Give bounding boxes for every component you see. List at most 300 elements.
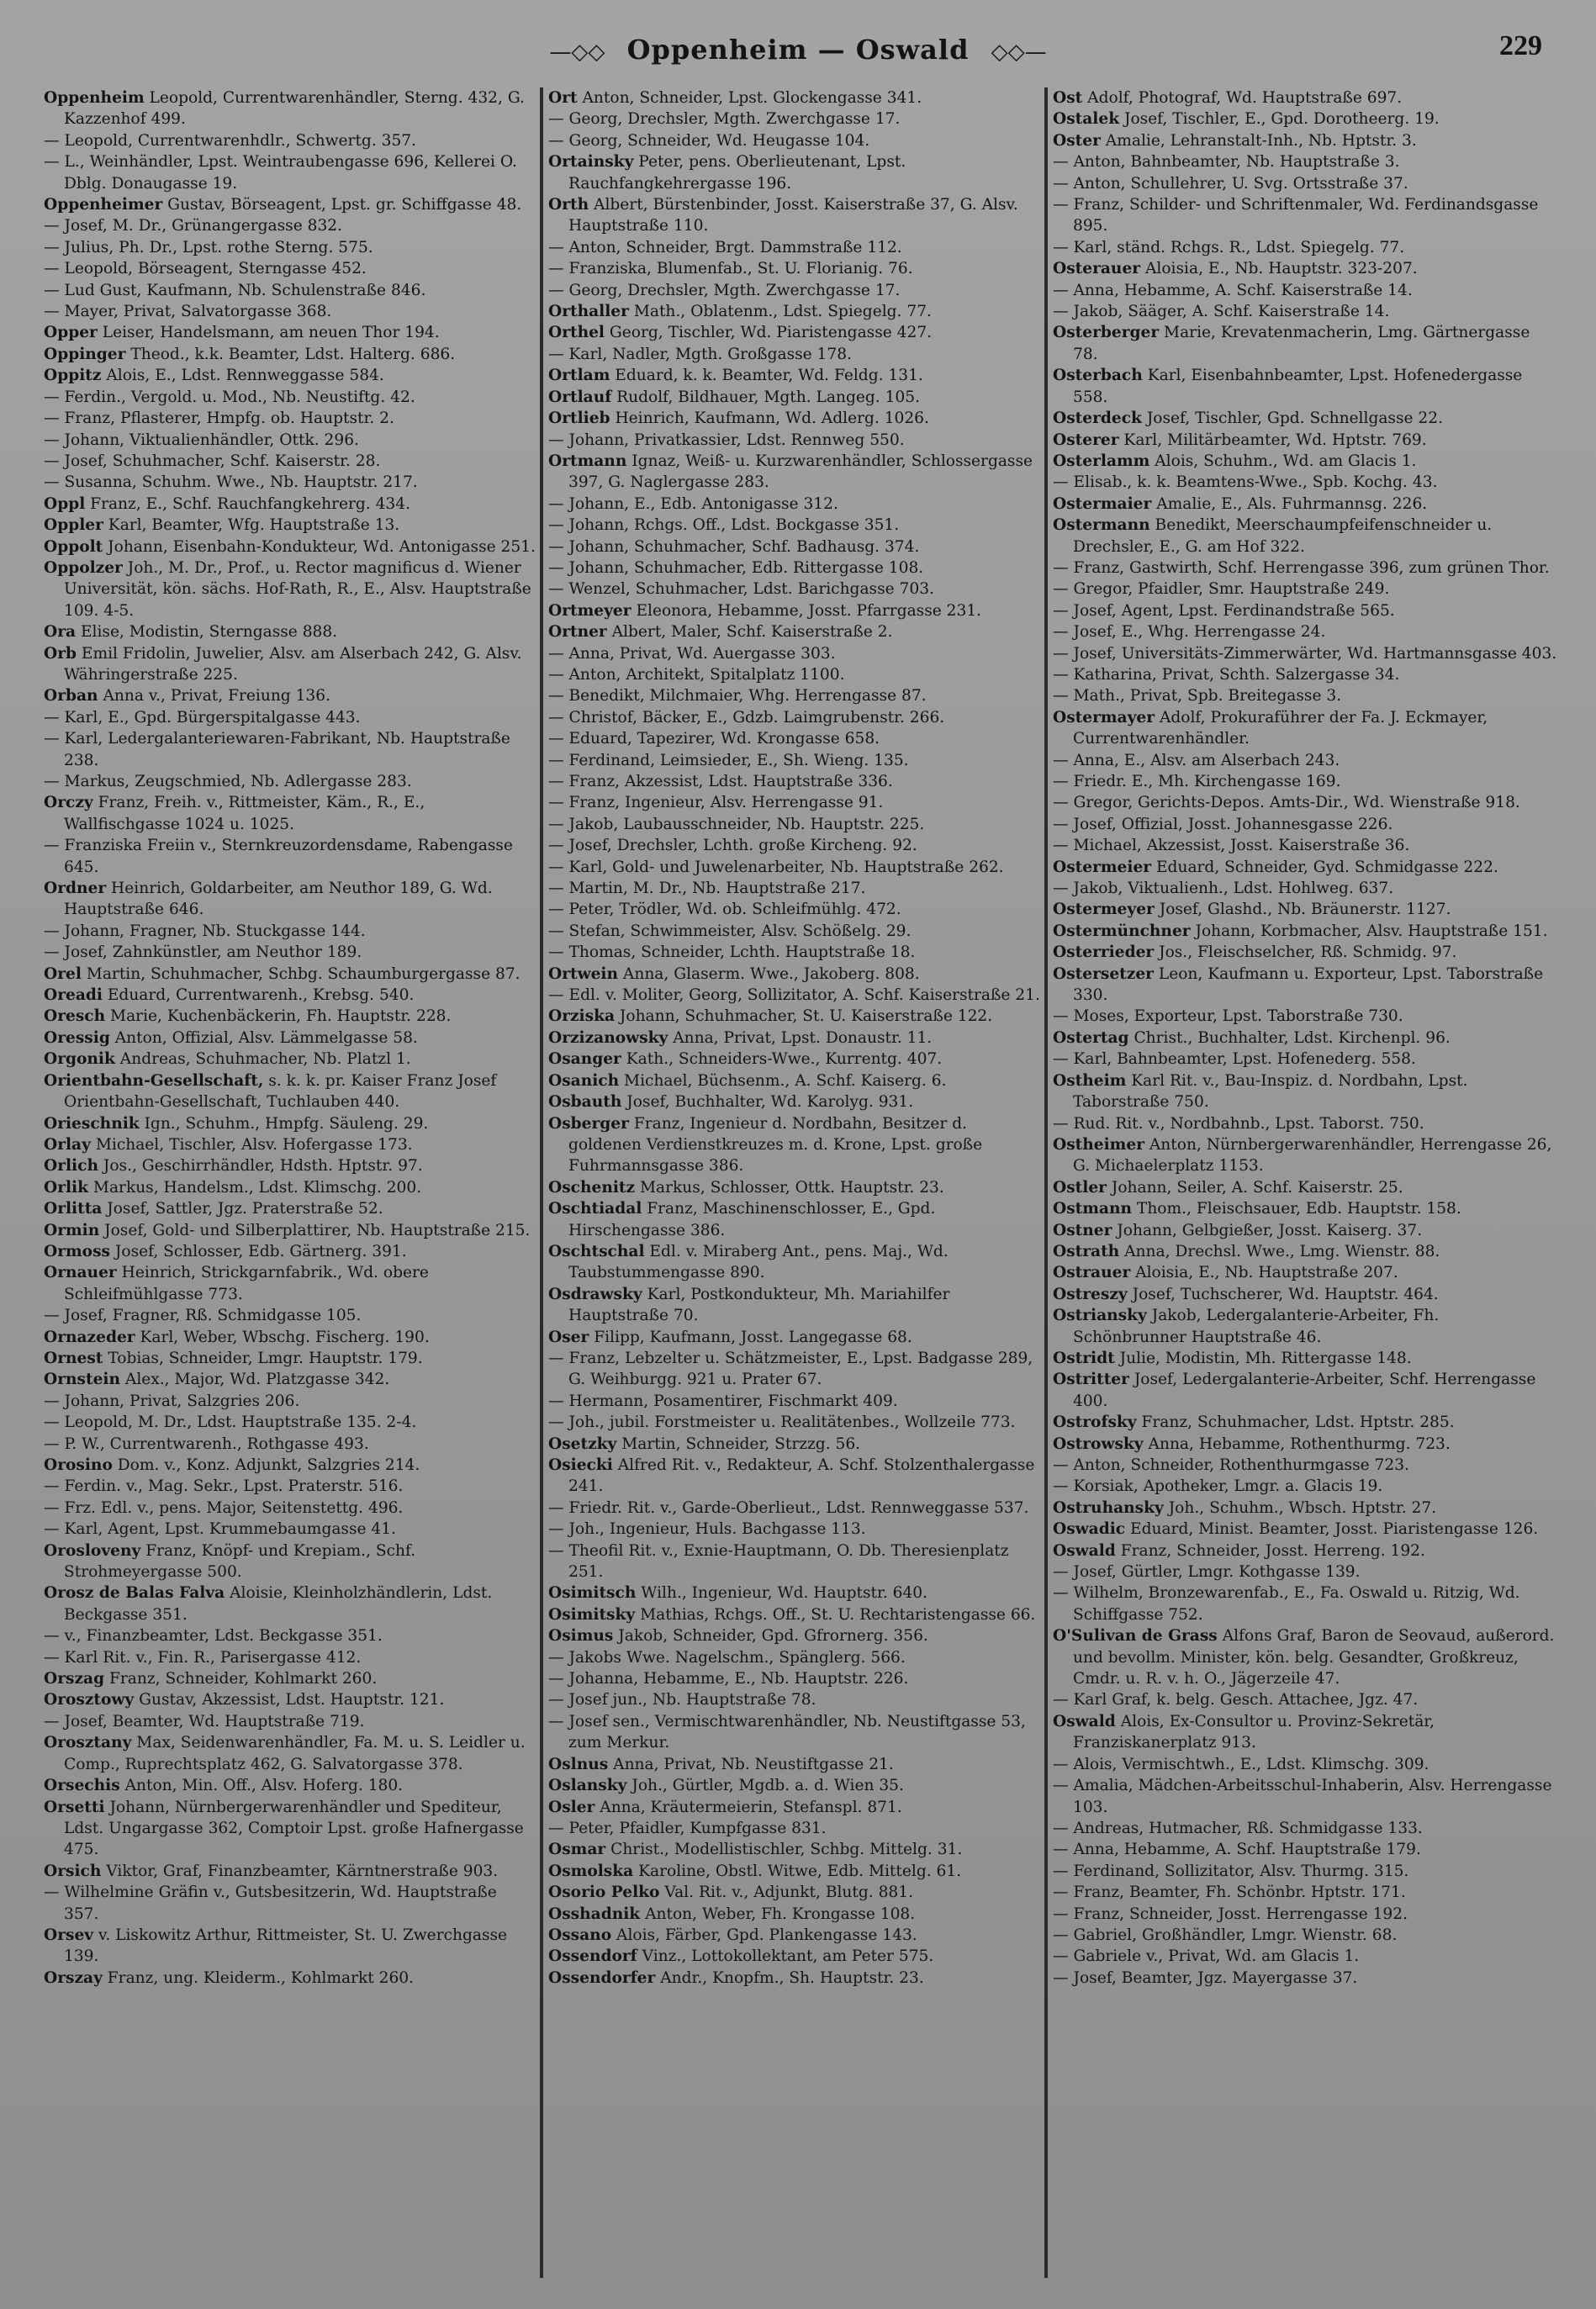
directory-entry <box>548 322 1041 343</box>
entry-surname: Orlitta <box>44 1200 103 1218</box>
entry-details: — Franz, Schilder- und Schriftenmaler, Wd. Ferdinandsgasse 895. <box>1053 196 1539 235</box>
entry-surname: Oressig <box>44 1028 110 1047</box>
entry-details: — Karl, Gold- und Juwelenarbeiter, Nb. Hauptstraße 262. <box>548 858 1004 876</box>
directory-entry <box>44 621 536 642</box>
entry-surname: Ortner <box>548 623 607 642</box>
entry-details: — Johann, Fragner, Nb. Stuckgasse 144. <box>44 922 366 940</box>
directory-entry <box>1053 322 1557 365</box>
entry-surname: Osanger <box>548 1050 621 1069</box>
directory-entry <box>44 1155 536 1176</box>
directory-entry <box>548 1968 1041 1989</box>
directory-entry <box>548 1689 1041 1710</box>
directory-entry <box>548 301 1041 322</box>
entry-details: Amalie, Lehranstalt-Inh., Nb. Hptstr. 3. <box>1100 131 1417 150</box>
entry-details: Franz, Maschinenschlosser, E., Gpd. Hirschengasse 386. <box>568 1200 936 1239</box>
entry-surname: Ostermeyer <box>1053 901 1155 919</box>
directory-entry <box>44 301 536 322</box>
directory-entry <box>548 921 1041 942</box>
directory-entry <box>1053 472 1557 493</box>
directory-entry <box>1053 1241 1557 1262</box>
entry-details: Andr., Knopfm., Sh. Hauptstr. 23. <box>655 1968 924 1987</box>
directory-entry <box>1053 130 1557 151</box>
entry-surname: Ortlieb <box>548 409 610 428</box>
entry-details: Anton, Offizial, Alsv. Lämmelgasse 58. <box>109 1028 418 1047</box>
entry-surname: Ostler <box>1053 1178 1107 1197</box>
directory-entry <box>1053 1754 1557 1775</box>
entry-details: Elise, Modistin, Sterngasse 888. <box>76 623 338 642</box>
entry-details: — Susanna, Schuhm. Wwe., Nb. Hauptstr. 217. <box>44 473 418 492</box>
entry-surname: Oswadic <box>1053 1520 1126 1539</box>
directory-entry <box>1053 1262 1557 1283</box>
directory-entry <box>548 1839 1041 1860</box>
entry-details: Alex., Major, Wd. Platzgasse 342. <box>119 1371 390 1389</box>
entry-details: — Anna, Privat, Wd. Auergasse 303. <box>548 644 836 663</box>
entry-details: Georg, Tischler, Wd. Piaristengasse 427. <box>605 324 933 342</box>
entry-details: — Ferdinand, Leimsieder, E., Sh. Wieng. 135. <box>548 751 909 769</box>
directory-entry <box>548 1711 1041 1754</box>
entry-surname: Oschtiadal <box>548 1200 642 1218</box>
entry-surname: Orthaller <box>548 303 629 321</box>
directory-entry <box>44 964 536 985</box>
directory-entry <box>548 643 1041 664</box>
directory-entry <box>548 942 1041 963</box>
entry-surname: Orosztowy <box>44 1691 135 1709</box>
entry-details: Josef, Tischler, Gpd. Schnellgasse 22. <box>1141 409 1443 428</box>
entry-details: — P. W., Currentwarenh., Rothgasse 493. <box>44 1435 369 1453</box>
directory-entry <box>1053 1519 1557 1540</box>
entry-details: — Gregor, Gerichts-Depos. Amts-Dir., Wd. Wienstraße 918. <box>1053 794 1520 812</box>
entry-surname: Osorio Pelko <box>548 1884 660 1902</box>
entry-details: Eduard, Minist. Beamter, Josst. Piaristengasse 126. <box>1125 1520 1539 1539</box>
entry-surname: Orlich <box>44 1157 98 1176</box>
entry-details: — Leopold, M. Dr., Ldst. Hauptstraße 135. 2-4. <box>44 1413 417 1432</box>
entry-details: Dom. v., Konz. Adjunkt, Salzgries 214. <box>112 1456 420 1474</box>
column-3 <box>1053 87 1557 2282</box>
entry-details: — Katharina, Privat, Schth. Salzergasse 34. <box>1053 665 1400 684</box>
entry-surname: Ortwein <box>548 964 619 983</box>
entry-details: — Christof, Bäcker, E., Gdzb. Laimgrubenstr. 266. <box>548 708 945 727</box>
entry-details: — Thomas, Schneider, Lchth. Hauptstraße 18. <box>548 943 916 962</box>
entry-details: — Georg, Drechsler, Mgth. Zwerchgasse 17. <box>548 281 901 299</box>
entry-details: Michael, Tischler, Alsv. Hofergasse 173. <box>90 1135 413 1154</box>
entry-details: — Rud. Rit. v., Nordbahnb., Lpst. Taborst. 750. <box>1053 1114 1424 1133</box>
directory-entry <box>44 472 536 493</box>
entry-details: — Ferdin. v., Mag. Sekr., Lpst. Praterstr. 516. <box>44 1477 404 1496</box>
directory-entry <box>1053 430 1557 451</box>
entry-surname: Osbauth <box>548 1093 622 1112</box>
entry-details: Viktor, Graf, Finanzbeamter, Kärntnerstraße 903. <box>101 1862 499 1880</box>
entry-surname: Ora <box>44 623 77 642</box>
entry-details: Albert, Maler, Schf. Kaiserstraße 2. <box>606 623 893 642</box>
entry-surname: Ostrath <box>1053 1242 1120 1260</box>
directory-entry <box>44 430 536 451</box>
directory-entry <box>548 1754 1041 1775</box>
entry-details: — Stefan, Schwimmeister, Alsv. Schößelg. 29. <box>548 922 912 940</box>
directory-entry <box>1053 942 1557 963</box>
entry-details: Franz, Ingenieur d. Nordbahn, Besitzer d. goldenen Verdienstkreuzes m. d. Krone, Lpst. große Fuhrmannsgasse 386. <box>568 1114 983 1176</box>
directory-entry <box>44 1519 536 1540</box>
entry-surname: Osler <box>548 1798 595 1816</box>
entry-surname: Osimus <box>548 1627 614 1646</box>
entry-surname: Osetzky <box>548 1435 617 1453</box>
directory-entry <box>1053 750 1557 771</box>
right-ornament: ◇◇— <box>991 40 1047 65</box>
entry-details: — Johann, Privatkassier, Ldst. Rennweg 550. <box>548 431 905 449</box>
entry-surname: Orosz de Balas Falva <box>44 1584 225 1603</box>
entry-details: Peter, pens. Oberlieutenant, Lpst. Rauchfangkehrergasse 196. <box>568 153 906 193</box>
directory-entry <box>1053 1134 1557 1177</box>
entry-surname: Ortmeyer <box>548 601 632 620</box>
directory-entry <box>548 1070 1041 1091</box>
entry-details: Johann, Eisenbahn-Kondukteur, Wd. Antonigasse 251. <box>103 537 536 556</box>
entry-surname: Orth <box>548 196 589 214</box>
directory-entry <box>548 365 1041 386</box>
entry-surname: Ostriansky <box>1053 1307 1147 1325</box>
entry-details: — Johann, Privat, Salzgries 206. <box>44 1392 300 1410</box>
directory-entry <box>44 1540 536 1583</box>
page-title: Oppenheim — Oswald <box>626 34 970 66</box>
entry-details: Jos., Geschirrhändler, Hdsth. Hptstr. 97. <box>98 1157 423 1176</box>
entry-details: Jakob, Schneider, Gpd. Gfrornerg. 356. <box>613 1627 928 1646</box>
entry-details: Josef, Tischler, E., Gpd. Dorotheerg. 19. <box>1119 110 1440 129</box>
entry-surname: Osberger <box>548 1114 629 1133</box>
entry-details: — Martin, M. Dr., Nb. Hauptstraße 217. <box>548 880 866 898</box>
entry-surname: Oreadi <box>44 986 103 1005</box>
entry-surname: Osterer <box>1053 431 1119 449</box>
entry-surname: Osterrieder <box>1053 943 1155 962</box>
directory-entry <box>548 1625 1041 1646</box>
directory-entry <box>548 108 1041 129</box>
entry-details: Alois, Ex-Consultor u. Provinz-Sekretär, Franziskanerplatz 913. <box>1073 1712 1435 1752</box>
entry-details: Martin, Schneider, Strzzg. 56. <box>616 1435 861 1453</box>
entry-details: — Johann, Viktualienhändler, Ottk. 296. <box>44 431 359 449</box>
entry-details: Aloisie, Kleinholzhändlerin, Ldst. Beckgasse 351. <box>64 1584 493 1624</box>
entry-details: — Friedr. E., Mh. Kirchengasse 169. <box>1053 773 1341 790</box>
entry-details: — Math., Privat, Spb. Breitegasse 3. <box>1053 687 1342 705</box>
directory-entry <box>1053 685 1557 706</box>
entry-surname: Osmolska <box>548 1862 634 1880</box>
entry-details: — Leopold, Börseagent, Sterngasse 452. <box>44 260 367 278</box>
entry-surname: Orieschnik <box>44 1114 140 1133</box>
directory-entry <box>548 1348 1041 1391</box>
directory-entry <box>44 1582 536 1625</box>
directory-entry <box>548 1198 1041 1241</box>
entry-details: — v., Finanzbeamter, Ldst. Beckgasse 351. <box>44 1627 383 1646</box>
entry-details: — Josef, Gürtler, Lmgr. Kothgasse 139. <box>1053 1563 1361 1582</box>
entry-details: — Franz, Schneider, Josst. Herrengasse 192. <box>1053 1905 1408 1923</box>
entry-details: — Anna, Hebamme, A. Schf. Kaiserstraße 14. <box>1053 281 1413 299</box>
directory-entry <box>548 728 1041 749</box>
directory-entry <box>1053 1818 1557 1839</box>
directory-entry <box>44 1198 536 1219</box>
directory-entry <box>548 1604 1041 1625</box>
entry-details: — Franziska Freiin v., Sternkreuzordensdame, Rabengasse 645. <box>44 837 513 876</box>
directory-entry <box>548 1668 1041 1689</box>
directory-entry <box>44 1049 536 1070</box>
left-ornament: —◇◇ <box>549 40 605 65</box>
entry-details: Gustav, Akzessist, Ldst. Hauptstr. 121. <box>134 1691 445 1709</box>
entry-details: — Jakob, Sääger, A. Schf. Kaiserstraße 14. <box>1053 303 1390 321</box>
directory-entry <box>548 1049 1041 1070</box>
directory-entry <box>44 1262 536 1305</box>
entry-surname: Osiecki <box>548 1456 613 1474</box>
entry-details: — Franz, Pflasterer, Hmpfg. ob. Hauptstr. 2. <box>44 409 394 428</box>
directory-entry <box>44 1327 536 1348</box>
entry-details: Franz, Freih. v., Rittmeister, Käm., R., E., Wallfischgasse 1024 u. 1025. <box>64 794 425 833</box>
entry-surname: Osterdeck <box>1053 409 1142 428</box>
directory-entry <box>1053 921 1557 942</box>
entry-surname: Ortmann <box>548 452 627 470</box>
directory-entry <box>44 1668 536 1689</box>
directory-entry <box>44 515 536 536</box>
directory-entry <box>1053 1028 1557 1049</box>
directory-entry <box>1053 835 1557 856</box>
directory-entry <box>44 1241 536 1262</box>
entry-surname: Osimitsch <box>548 1584 637 1603</box>
directory-entry <box>1053 1049 1557 1070</box>
entry-surname: Osanich <box>548 1071 620 1090</box>
entry-surname: Orsechis <box>44 1777 120 1795</box>
entry-surname: Ostruhansky <box>1053 1498 1164 1517</box>
entry-surname: Oppler <box>44 516 103 535</box>
entry-details: Gustav, Börseagent, Lpst. gr. Schiffgasse 48. <box>162 196 522 214</box>
directory-entry <box>1053 1882 1557 1903</box>
entry-details: — Josef, Universitäts-Zimmerwärter, Wd. Hartmannsgasse 403. <box>1053 644 1557 663</box>
entry-details: — Josef, Schuhmacher, Schf. Kaiserstr. 28. <box>44 452 381 470</box>
directory-entry <box>548 792 1041 813</box>
entry-details: Franz, Knöpf- und Krepiam., Schf. Strohmeyergasse 500. <box>64 1541 416 1582</box>
entry-details: Eduard, Schneider, Gyd. Schmidgasse 222. <box>1151 858 1498 876</box>
entry-surname: Oschtschal <box>548 1242 645 1260</box>
directory-entry <box>44 194 536 215</box>
entry-details: — Mayer, Privat, Salvatorgasse 368. <box>44 303 332 321</box>
entry-details: Johann, Gelbgießer, Josst. Kaiserg. 37. <box>1112 1221 1423 1239</box>
entry-surname: Opper <box>44 324 98 342</box>
entry-details: — Gabriele v., Privat, Wd. am Glacis 1. <box>1053 1947 1360 1966</box>
entry-surname: Oppitz <box>44 367 102 385</box>
directory-entry <box>1053 899 1557 920</box>
entry-surname: Orgonik <box>44 1050 115 1069</box>
entry-surname: Oppinger <box>44 345 126 363</box>
entry-details: — Julius, Ph. Dr., Lpst. rothe Sterng. 575. <box>44 238 373 256</box>
directory-entry <box>44 1498 536 1519</box>
entry-details: — Joh., Ingenieur, Huls. Bachgasse 113. <box>548 1520 866 1539</box>
entry-surname: Orosztany <box>44 1734 132 1752</box>
entry-details: Markus, Schlosser, Ottk. Hauptstr. 23. <box>635 1178 944 1197</box>
directory-entry <box>1053 792 1557 813</box>
directory-entry <box>44 365 536 386</box>
entry-details: Amalie, E., Als. Fuhrmannsg. 226. <box>1151 494 1428 513</box>
directory-entry <box>1053 194 1557 237</box>
directory-entry <box>1053 579 1557 600</box>
directory-entry <box>44 87 536 130</box>
directory-entry <box>44 1968 536 1989</box>
entry-details: — Johann, Rchgs. Off., Ldst. Bockgasse 351. <box>548 516 900 535</box>
entry-details: — Wenzel, Schuhmacher, Ldst. Barichgasse 703. <box>548 580 934 599</box>
directory-entry <box>548 344 1041 365</box>
entry-details: — Anton, Schneider, Rothenthurmgasse 723. <box>1053 1456 1409 1474</box>
entry-details: — Johanna, Hebamme, E., Nb. Hauptstr. 226. <box>548 1670 909 1688</box>
entry-details: — Korsiak, Apotheker, Lmgr. a. Glacis 19. <box>1053 1477 1383 1496</box>
directory-entry <box>44 707 536 728</box>
entry-details: Filipp, Kaufmann, Josst. Langegasse 68. <box>589 1328 912 1346</box>
entry-details: Anton, Min. Off., Alsv. Hoferg. 180. <box>119 1777 404 1795</box>
directory-entry <box>548 600 1041 621</box>
entry-details: — Ferdinand, Sollizitator, Alsv. Thurmg. 315. <box>1053 1862 1409 1880</box>
entry-details: Alfred Rit. v., Redakteur, A. Schf. Stolzenthalergasse 241. <box>568 1456 1035 1496</box>
directory-entry <box>1053 151 1557 172</box>
entry-details: — Andreas, Hutmacher, Rß. Schmidgasse 133. <box>1053 1819 1423 1837</box>
directory-entry <box>1053 1498 1557 1519</box>
entry-details: Alois, Färber, Gpd. Plankengasse 143. <box>611 1926 917 1944</box>
column-1 <box>44 87 536 2282</box>
entry-details: — Anna, E., Alsv. am Alserbach 243. <box>1053 751 1340 769</box>
entry-surname: Ortlam <box>548 367 610 385</box>
entry-surname: Ostertag <box>1053 1028 1129 1047</box>
directory-entry <box>1053 451 1557 472</box>
directory-entry <box>548 1540 1041 1583</box>
directory-entry <box>44 942 536 963</box>
entry-surname: Orzizanowsky <box>548 1028 669 1047</box>
entry-surname: Orlay <box>44 1135 91 1154</box>
directory-entry <box>44 1220 536 1241</box>
entry-details: Johann, Schuhmacher, St. U. Kaiserstraße 122. <box>615 1007 993 1026</box>
directory-entry <box>44 536 536 557</box>
directory-entry <box>548 1797 1041 1818</box>
directory-entry <box>44 1305 536 1326</box>
entry-details: Benedikt, Meerschaumpfeifenschneider u. Drechsler, E., G. am Hof 322. <box>1073 516 1493 556</box>
entry-surname: Ornest <box>44 1349 103 1367</box>
entry-details: Anton, Schneider, Lpst. Glockengasse 341. <box>577 89 922 107</box>
entry-details: — Johann, Schuhmacher, Schf. Badhausg. 374. <box>548 537 920 556</box>
entry-details: — Franziska, Blumenfab., St. U. Florianig. 76. <box>548 260 913 278</box>
directory-entry <box>44 151 536 194</box>
entry-details: Karoline, Obstl. Witwe, Edb. Mittelg. 61. <box>633 1862 962 1880</box>
entry-details: Ign., Schuhm., Hmpfg. Säuleng. 29. <box>139 1114 429 1133</box>
entry-details: — Josef jun., Nb. Hauptstraße 78. <box>548 1691 816 1709</box>
directory-entry <box>1053 1113 1557 1134</box>
directory-entry <box>1053 1198 1557 1219</box>
entry-surname: Ornauer <box>44 1264 117 1282</box>
entry-surname: Ostermünchner <box>1053 922 1191 940</box>
entry-surname: Ordner <box>44 880 107 898</box>
entry-surname: Osterlamm <box>1053 452 1150 470</box>
directory-entry <box>548 771 1041 792</box>
entry-details: Mathias, Rchgs. Off., St. U. Rechtaristengasse 66. <box>635 1605 1036 1624</box>
directory-entry <box>1053 1006 1557 1027</box>
entry-details: Martin, Schuhmacher, Schbg. Schaumburgergasse 87. <box>81 964 521 983</box>
entry-surname: Ormoss <box>44 1242 111 1260</box>
entry-details: — Karl, Agent, Lpst. Krummebaumgasse 41. <box>44 1520 396 1539</box>
entry-details: Anton, Weber, Fh. Krongasse 108. <box>640 1905 916 1923</box>
directory-entry <box>548 857 1041 878</box>
entry-details: Christ., Modellistischler, Schbg. Mittelg. 31. <box>605 1841 963 1859</box>
directory-entry <box>44 643 536 686</box>
entry-surname: Osterberger <box>1053 324 1160 342</box>
directory-entry <box>44 1369 536 1390</box>
entry-details: — Friedr. Rit. v., Garde-Oberlieut., Ldst. Rennweggasse 537. <box>548 1498 1029 1517</box>
directory-entry <box>1053 600 1557 621</box>
directory-entry <box>44 280 536 301</box>
entry-details: Anna, Drechsl. Wwe., Lmg. Wienstr. 88. <box>1119 1242 1440 1260</box>
entry-details: — Edl. v. Moliter, Georg, Sollizitator, A. Schf. Kaiserstraße 21. <box>548 986 1040 1005</box>
directory-entry <box>548 1582 1041 1604</box>
entry-details: Markus, Handelsm., Ldst. Klimschg. 200. <box>88 1178 422 1197</box>
directory-entry <box>1053 1070 1557 1113</box>
directory-entry <box>548 1006 1041 1027</box>
entry-details: — Josef, E., Whg. Herrengasse 24. <box>1053 623 1326 642</box>
entry-surname: Osterauer <box>1053 260 1141 278</box>
directory-entry <box>548 621 1041 642</box>
entry-details: Anna, Privat, Lpst. Donaustr. 11. <box>668 1028 933 1047</box>
directory-entry <box>44 728 536 771</box>
entry-details: Adolf, Prokuraführer der Fa. J. Eckmayer, Currentwarenhändler. <box>1073 708 1488 748</box>
entry-surname: Ostermann <box>1053 516 1150 535</box>
entry-details: Alois, Schuhm., Wd. am Glacis 1. <box>1149 452 1417 470</box>
column-divider <box>1044 87 1048 2278</box>
directory-entry <box>548 1861 1041 1882</box>
directory-entry <box>548 151 1041 194</box>
entry-details: Karl, Eisenbahnbeamter, Lpst. Hofenedergasse 558. <box>1073 367 1523 406</box>
directory-entry <box>1053 1561 1557 1582</box>
directory-entry <box>1053 1434 1557 1455</box>
entry-details: — Anton, Bahnbeamter, Nb. Hauptstraße 3. <box>1053 153 1400 172</box>
directory-entry <box>44 985 536 1006</box>
entry-details: — Hermann, Posamentirer, Fischmarkt 409. <box>548 1392 898 1410</box>
directory-entry <box>548 685 1041 706</box>
directory-entry <box>1053 1839 1557 1860</box>
entry-surname: Orthel <box>548 324 605 342</box>
entry-details: Josef, Sattler, Jgz. Praterstraße 52. <box>102 1200 383 1218</box>
entry-details: — Karl Rit. v., Fin. R., Parisergasse 412. <box>44 1648 362 1667</box>
entry-surname: Orosino <box>44 1456 113 1474</box>
directory-entry <box>44 1476 536 1497</box>
directory-entry <box>1053 1476 1557 1497</box>
entry-details: — Jakob, Laubausschneider, Nb. Hauptstr. 225. <box>548 815 925 833</box>
directory-entry <box>44 1797 536 1861</box>
entry-details: — Josef, Beamter, Wd. Hauptstraße 719. <box>44 1712 365 1730</box>
entry-details: Michael, Büchsenm., A. Schf. Kaiserg. 6. <box>619 1071 947 1090</box>
entry-details: — Michael, Akzessist, Josst. Kaiserstraße 36. <box>1053 837 1410 855</box>
entry-details: Franz, Schneider, Josst. Herreng. 192. <box>1115 1541 1425 1560</box>
entry-surname: Oschenitz <box>548 1178 636 1197</box>
entry-details: — Josef, Offizial, Josst. Johannesgasse 226. <box>1053 815 1393 833</box>
directory-entry <box>1053 771 1557 792</box>
entry-details: Julie, Modistin, Mh. Rittergasse 148. <box>1114 1349 1412 1367</box>
entry-details: Karl, Weber, Wbschg. Fischerg. 190. <box>135 1328 430 1346</box>
entry-surname: Ostridt <box>1053 1349 1115 1367</box>
entry-details: Heinrich, Kaufmann, Wd. Adlerg. 1026. <box>610 409 929 428</box>
directory-entry <box>548 451 1041 494</box>
directory-entry <box>1053 1861 1557 1882</box>
entry-details: Joh., Gürtler, Mgdb. a. d. Wien 35. <box>626 1777 904 1795</box>
entry-details: — Frz. Edl. v., pens. Major, Seitenstettg. 496. <box>44 1498 404 1517</box>
entry-details: — Gregor, Pfaidler, Smr. Hauptstraße 249. <box>1053 580 1390 599</box>
entry-surname: Oppl <box>44 494 86 513</box>
directory-entry <box>548 1946 1041 1967</box>
entry-details: — Franz, Lebzelter u. Schätzmeister, E., Lpst. Badgasse 289, G. Weihburgg. 921 u. Prater 67. <box>548 1349 1033 1389</box>
entry-details: Joh., M. Dr., Prof., u. Rector magnificus d. Wiener Universität, kön. sächs. Hof-Rath, R., E., Alsv. Hauptstraße 109. 4-5. <box>64 558 531 620</box>
directory-entry <box>548 87 1041 108</box>
entry-surname: Orban <box>44 687 98 705</box>
directory-entry <box>44 258 536 279</box>
directory-entry <box>548 878 1041 899</box>
column-2 <box>548 87 1041 2282</box>
entry-details: Adolf, Photograf, Wd. Hauptstraße 697. <box>1082 89 1403 107</box>
directory-entry <box>548 1498 1041 1519</box>
directory-entry <box>1053 707 1557 750</box>
directory-entry <box>548 536 1041 557</box>
